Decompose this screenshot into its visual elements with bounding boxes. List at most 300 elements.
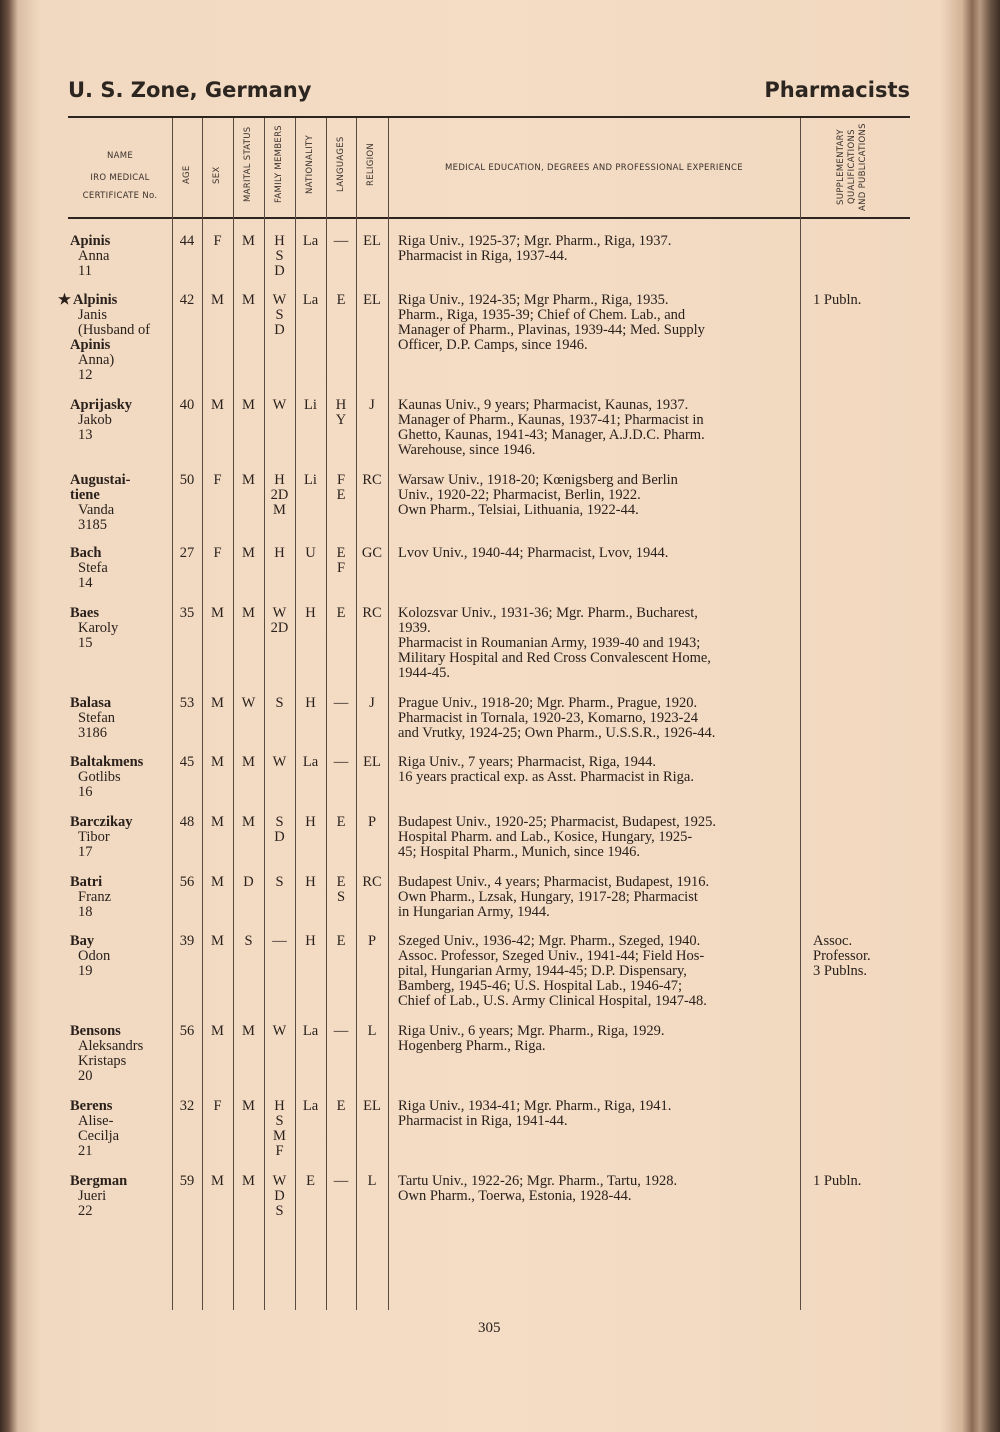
family-cell	[264, 875, 295, 890]
nationality-value: Li	[304, 472, 317, 488]
sex-value: F	[213, 1098, 222, 1114]
column-header-name-line: NAME	[106, 151, 134, 161]
name-cell	[68, 398, 132, 443]
family-cell	[264, 398, 295, 413]
age-value: 50	[179, 472, 195, 488]
nationality-value: H	[305, 933, 316, 949]
age-cell	[172, 1174, 202, 1189]
experience-line: Hospital Pharm. and Lab., Kosice, Hungary, 1925-	[398, 829, 693, 845]
family-cell	[264, 934, 295, 949]
family-value: W	[272, 605, 287, 621]
surname: Bay	[70, 933, 95, 949]
experience-line: Own Pharm., Lzsak, Hungary, 1917-28; Pharmacist	[398, 889, 698, 905]
languages-value: F	[336, 560, 346, 576]
marital-value: M	[242, 1173, 255, 1189]
nationality-value: La	[302, 754, 319, 770]
experience-cell	[398, 875, 709, 920]
experience-line: Prague Univ., 1918-20; Mgr. Pharm., Prague, 1920.	[398, 695, 698, 711]
languages-value: E	[336, 545, 346, 561]
certificate-number: 12	[78, 367, 93, 383]
certificate-number: 16	[78, 784, 93, 800]
nationality-cell	[295, 1099, 326, 1114]
nationality-value: La	[302, 292, 319, 308]
supplementary-cell	[813, 293, 861, 308]
experience-line: Riga Univ., 1924-35; Mgr Pharm., Riga, 1935.	[398, 292, 669, 308]
page-header-section: Pharmacists	[764, 78, 910, 102]
column-header-supplementary-line: SUPPLEMENTARY	[836, 129, 846, 205]
given-name: Odon	[78, 948, 111, 964]
sex-cell	[202, 755, 233, 770]
religion-cell	[356, 815, 388, 830]
name-cell	[68, 1024, 143, 1084]
given-name: Kristaps	[78, 1053, 127, 1069]
experience-line: Szeged Univ., 1936-42; Mgr. Pharm., Szeged, 1940.	[398, 933, 701, 949]
experience-cell	[398, 815, 716, 860]
marital-cell	[233, 696, 264, 711]
family-value: 2D	[270, 487, 289, 503]
marital-cell	[233, 1024, 264, 1039]
family-value: S	[275, 874, 284, 890]
marital-cell	[233, 293, 264, 308]
given-name: (Husband of	[78, 322, 151, 338]
sex-cell	[202, 1174, 233, 1189]
languages-cell	[326, 234, 356, 249]
family-value: W	[272, 1173, 287, 1189]
experience-line: Riga Univ., 6 years; Mgr. Pharm., Riga, 1929.	[398, 1023, 665, 1039]
languages-cell	[326, 1174, 356, 1189]
family-value: S	[275, 695, 284, 711]
languages-value: E	[336, 605, 346, 621]
given-name: Stefa	[78, 560, 108, 576]
family-value: H	[274, 233, 285, 249]
languages-value: E	[336, 487, 346, 503]
age-value: 53	[179, 695, 195, 711]
page-header-region: U. S. Zone, Germany	[68, 78, 312, 102]
sex-value: M	[211, 292, 224, 308]
surname: Batri	[70, 874, 103, 890]
surname: Aprijasky	[70, 397, 133, 413]
marital-value: M	[242, 1023, 255, 1039]
surname: Augustai-	[70, 472, 131, 488]
languages-value: Y	[335, 412, 347, 428]
column-header-name-line: IRO MEDICAL	[90, 173, 150, 183]
religion-value: RC	[362, 472, 382, 488]
age-value: 32	[179, 1098, 195, 1114]
supplementary-line: 3 Publns.	[813, 963, 867, 979]
sex-cell	[202, 234, 233, 249]
nationality-value: H	[305, 814, 316, 830]
experience-cell	[398, 1024, 664, 1054]
column-header-nationality: NATIONALITY	[305, 134, 315, 194]
family-value: M	[273, 502, 286, 518]
religion-value: EL	[363, 292, 381, 308]
nationality-cell	[295, 815, 326, 830]
family-value: S	[275, 248, 284, 264]
certificate-number: 15	[78, 635, 93, 651]
age-cell	[172, 1024, 202, 1039]
column-header-supplementary	[836, 120, 869, 214]
family-cell	[264, 755, 295, 770]
sex-value: F	[213, 472, 222, 488]
experience-line: Pharmacist in Riga, 1941-44.	[398, 1113, 568, 1129]
age-value: 59	[179, 1173, 195, 1189]
marital-cell	[233, 234, 264, 249]
experience-line: Pharm., Riga, 1935-39; Chief of Chem. Lab., and	[398, 307, 686, 323]
religion-value: EL	[363, 1098, 381, 1114]
name-cell	[68, 1174, 127, 1219]
name-cell	[68, 234, 110, 279]
experience-cell	[398, 398, 705, 458]
nationality-value: Li	[304, 397, 317, 413]
religion-value: P	[367, 933, 377, 949]
languages-value: —	[333, 695, 349, 711]
experience-line: Kolozsvar Univ., 1931-36; Mgr. Pharm., Bucharest,	[398, 605, 698, 621]
experience-line: Own Pharm., Toerwa, Estonia, 1928-44.	[398, 1188, 632, 1204]
given-name: Stefan	[78, 710, 116, 726]
experience-line: Hogenberg Pharm., Riga.	[398, 1038, 546, 1054]
nationality-value: U	[305, 545, 316, 561]
column-divider	[388, 118, 389, 1310]
experience-cell	[398, 234, 671, 264]
surname: Baes	[70, 605, 99, 621]
name-cell	[68, 875, 111, 920]
family-value: H	[274, 545, 285, 561]
age-value: 35	[179, 605, 195, 621]
languages-value: E	[336, 814, 346, 830]
family-cell	[264, 1024, 295, 1039]
languages-cell	[326, 473, 356, 503]
religion-cell	[356, 1174, 388, 1189]
family-value: W	[272, 292, 287, 308]
marital-cell	[233, 473, 264, 488]
marital-value: M	[242, 605, 255, 621]
certificate-number: 13	[78, 427, 93, 443]
column-header-family-members: FAMILY MEMBERS	[274, 125, 284, 204]
sex-cell	[202, 934, 233, 949]
marital-value: S	[244, 933, 253, 949]
age-cell	[172, 293, 202, 308]
nationality-cell	[295, 934, 326, 949]
sex-value: F	[213, 233, 222, 249]
religion-value: RC	[362, 874, 382, 890]
experience-line: Budapest Univ., 4 years; Pharmacist, Budapest, 1916.	[398, 874, 710, 890]
experience-line: 45; Hospital Pharm., Munich, since 1946.	[398, 844, 641, 860]
experience-line: Military Hospital and Red Cross Convalescent Home,	[398, 650, 711, 666]
experience-line: 1939.	[398, 620, 431, 636]
column-header-sex: SEX	[212, 166, 222, 184]
nationality-value: La	[302, 1098, 319, 1114]
surname: Barczikay	[70, 814, 133, 830]
name-cell	[68, 934, 110, 979]
surname: Bach	[70, 545, 102, 561]
marital-cell	[233, 1174, 264, 1189]
nationality-cell	[295, 696, 326, 711]
family-value: W	[272, 1023, 287, 1039]
sex-value: M	[211, 814, 224, 830]
languages-cell	[326, 398, 356, 428]
experience-line: Chief of Lab., U.S. Army Clinical Hospital, 1947-48.	[398, 993, 707, 1009]
marital-value: M	[242, 292, 255, 308]
family-cell	[264, 606, 295, 636]
supplementary-cell	[813, 1174, 861, 1189]
family-cell	[264, 473, 295, 518]
family-cell	[264, 1099, 295, 1159]
religion-cell	[356, 234, 388, 249]
column-header-name	[68, 145, 172, 207]
nationality-cell	[295, 398, 326, 413]
nationality-value: H	[305, 695, 316, 711]
marital-cell	[233, 398, 264, 413]
surname: Balasa	[70, 695, 112, 711]
sex-value: M	[211, 695, 224, 711]
family-value: D	[274, 1188, 285, 1204]
experience-line: Bamberg, 1945-46; U.S. Hospital Lab., 1946-47;	[398, 978, 683, 994]
experience-cell	[398, 1174, 677, 1204]
given-name: Karoly	[78, 620, 119, 636]
experience-cell	[398, 934, 707, 1009]
religion-cell	[356, 606, 388, 621]
family-value: D	[274, 322, 285, 338]
sex-cell	[202, 1024, 233, 1039]
surname: tiene	[70, 487, 100, 503]
sex-value: M	[211, 754, 224, 770]
nationality-value: E	[306, 1173, 315, 1189]
family-value: H	[274, 1098, 285, 1114]
nationality-value: La	[302, 1023, 319, 1039]
religion-cell	[356, 696, 388, 711]
sex-cell	[202, 398, 233, 413]
nationality-value: H	[305, 605, 316, 621]
supplementary-cell	[813, 934, 871, 979]
name-cell	[68, 815, 133, 860]
sex-value: M	[211, 605, 224, 621]
age-cell	[172, 1099, 202, 1114]
experience-line: Riga Univ., 7 years; Pharmacist, Riga, 1944.	[398, 754, 657, 770]
column-header-name-line: CERTIFICATE No.	[82, 191, 158, 201]
nationality-cell	[295, 546, 326, 561]
age-value: 45	[179, 754, 195, 770]
marital-value: M	[242, 397, 255, 413]
name-cell	[68, 755, 143, 800]
religion-value: J	[369, 695, 375, 711]
family-cell	[264, 696, 295, 711]
languages-value: E	[336, 292, 346, 308]
family-value: F	[275, 1143, 284, 1159]
given-name: Cecilja	[78, 1128, 120, 1144]
experience-line: Univ., 1920-22; Pharmacist, Berlin, 1922.	[398, 487, 641, 503]
nationality-value: H	[305, 874, 316, 890]
given-name: Tibor	[78, 829, 110, 845]
age-cell	[172, 398, 202, 413]
languages-cell	[326, 755, 356, 770]
experience-cell	[398, 473, 678, 518]
age-cell	[172, 815, 202, 830]
languages-value: S	[336, 889, 346, 905]
sex-cell	[202, 546, 233, 561]
given-name: Alise-	[78, 1113, 114, 1129]
experience-cell	[398, 1099, 671, 1129]
column-divider	[800, 118, 801, 1310]
family-cell	[264, 815, 295, 845]
sex-cell	[202, 815, 233, 830]
age-value: 48	[179, 814, 195, 830]
nationality-cell	[295, 293, 326, 308]
experience-line: Pharmacist in Tornala, 1920-23, Komarno, 1923-24	[398, 710, 698, 726]
marital-value: M	[242, 814, 255, 830]
column-header-religion: RELIGION	[366, 142, 376, 186]
religion-cell	[356, 875, 388, 890]
experience-line: and Vrutky, 1924-25; Own Pharm., U.S.S.R., 1926-44.	[398, 725, 716, 741]
languages-value: E	[336, 874, 346, 890]
experience-cell	[398, 696, 715, 741]
age-cell	[172, 234, 202, 249]
languages-value: —	[333, 1023, 349, 1039]
family-value: S	[275, 307, 284, 323]
religion-value: EL	[363, 233, 381, 249]
family-value: —	[272, 933, 287, 949]
religion-value: RC	[362, 605, 382, 621]
experience-line: Warsaw Univ., 1918-20; Kœnigsberg and Berlin	[398, 472, 678, 488]
certificate-number: 19	[78, 963, 93, 979]
family-value: M	[273, 1128, 286, 1144]
family-value: S	[275, 1203, 284, 1219]
column-header-experience: MEDICAL EDUCATION, DEGREES AND PROFESSIONAL EXPERIENCE	[445, 163, 743, 173]
religion-cell	[356, 473, 388, 488]
sex-value: M	[211, 874, 224, 890]
sex-value: F	[213, 545, 222, 561]
languages-cell	[326, 875, 356, 905]
sex-value: M	[211, 397, 224, 413]
experience-line: Budapest Univ., 1920-25; Pharmacist, Budapest, 1925.	[398, 814, 717, 830]
age-value: 39	[179, 933, 195, 949]
experience-line: Ghetto, Kaunas, 1941-43; Manager, A.J.D.C. Pharm.	[398, 427, 705, 443]
nationality-value: La	[302, 233, 319, 249]
marital-cell	[233, 934, 264, 949]
age-value: 56	[179, 1023, 195, 1039]
experience-line: Officer, D.P. Camps, since 1946.	[398, 337, 588, 353]
family-cell	[264, 546, 295, 561]
religion-cell	[356, 293, 388, 308]
column-header-supplementary-line: AND PUBLICATIONS	[858, 123, 868, 211]
given-name: Gotlibs	[78, 769, 121, 785]
name-cell	[68, 473, 130, 533]
page-number: 305	[478, 1320, 501, 1336]
religion-value: J	[369, 397, 375, 413]
age-cell	[172, 546, 202, 561]
certificate-number: 3186	[78, 725, 107, 741]
marital-value: W	[241, 695, 256, 711]
supplementary-line: Assoc.	[813, 933, 853, 949]
religion-value: EL	[363, 754, 381, 770]
supplementary-line: 1 Publn.	[813, 292, 862, 308]
experience-cell	[398, 546, 668, 561]
age-value: 42	[179, 292, 195, 308]
sex-cell	[202, 875, 233, 890]
languages-cell	[326, 1099, 356, 1114]
sex-value: M	[211, 1023, 224, 1039]
surname: Berens	[70, 1098, 113, 1114]
nationality-cell	[295, 606, 326, 621]
supplementary-line: Professor.	[813, 948, 871, 964]
marital-cell	[233, 875, 264, 890]
experience-line: Own Pharm., Telsiai, Lithuania, 1922-44.	[398, 502, 639, 518]
languages-value: F	[336, 472, 346, 488]
religion-cell	[356, 934, 388, 949]
sex-value: M	[211, 933, 224, 949]
religion-cell	[356, 398, 388, 413]
sex-cell	[202, 473, 233, 488]
sex-value: M	[211, 1173, 224, 1189]
name-cell	[68, 606, 118, 651]
certificate-number: 22	[78, 1203, 93, 1219]
marital-value: M	[242, 472, 255, 488]
age-value: 40	[179, 397, 195, 413]
surname: Bensons	[70, 1023, 121, 1039]
surname: Baltakmens	[70, 754, 144, 770]
surname: Apinis	[70, 233, 111, 249]
given-name: Vanda	[78, 502, 115, 518]
table-top-rule	[68, 116, 910, 118]
experience-line: Riga Univ., 1934-41; Mgr. Pharm., Riga, 1941.	[398, 1098, 672, 1114]
star-icon: ★	[58, 292, 71, 308]
name-cell	[68, 546, 108, 591]
age-cell	[172, 755, 202, 770]
family-value: S	[275, 1113, 284, 1129]
experience-line: Manager of Pharm., Kaunas, 1937-41; Pharmacist in	[398, 412, 704, 428]
age-cell	[172, 875, 202, 890]
column-header-supplementary-line: QUALIFICATIONS	[847, 129, 857, 205]
sex-cell	[202, 1099, 233, 1114]
age-value: 44	[179, 233, 195, 249]
experience-line: Warehouse, since 1946.	[398, 442, 536, 458]
nationality-cell	[295, 875, 326, 890]
age-cell	[172, 606, 202, 621]
family-value: W	[272, 397, 287, 413]
marital-cell	[233, 546, 264, 561]
family-value: S	[275, 814, 284, 830]
column-header-marital-status: MARITAL STATUS	[243, 126, 253, 202]
given-name: Anna	[78, 248, 110, 264]
religion-cell	[356, 1099, 388, 1114]
languages-cell	[326, 1024, 356, 1039]
nationality-cell	[295, 473, 326, 488]
experience-line: Kaunas Univ., 9 years; Pharmacist, Kaunas, 1937.	[398, 397, 689, 413]
given-name: Aleksandrs	[78, 1038, 144, 1054]
surname-text: Alpinis	[73, 292, 118, 308]
family-value: D	[274, 829, 285, 845]
languages-cell	[326, 606, 356, 621]
experience-cell	[398, 606, 711, 681]
religion-value: P	[367, 814, 377, 830]
experience-line: Tartu Univ., 1922-26; Mgr. Pharm., Tartu, 1928.	[398, 1173, 678, 1189]
religion-cell	[356, 755, 388, 770]
languages-value: H	[335, 397, 347, 413]
experience-line: Pharmacist in Riga, 1937-44.	[398, 248, 568, 264]
marital-cell	[233, 1099, 264, 1114]
experience-cell	[398, 293, 705, 353]
experience-cell	[398, 755, 694, 785]
certificate-number: 21	[78, 1143, 93, 1159]
experience-line: in Hungarian Army, 1944.	[398, 904, 550, 920]
nationality-cell	[295, 234, 326, 249]
certificate-number: 17	[78, 844, 93, 860]
marital-value: D	[243, 874, 254, 890]
given-name: Janis	[78, 307, 107, 323]
family-value: 2D	[270, 620, 289, 636]
languages-value: —	[333, 1173, 349, 1189]
age-cell	[172, 934, 202, 949]
column-header-languages: LANGUAGES	[336, 136, 346, 192]
